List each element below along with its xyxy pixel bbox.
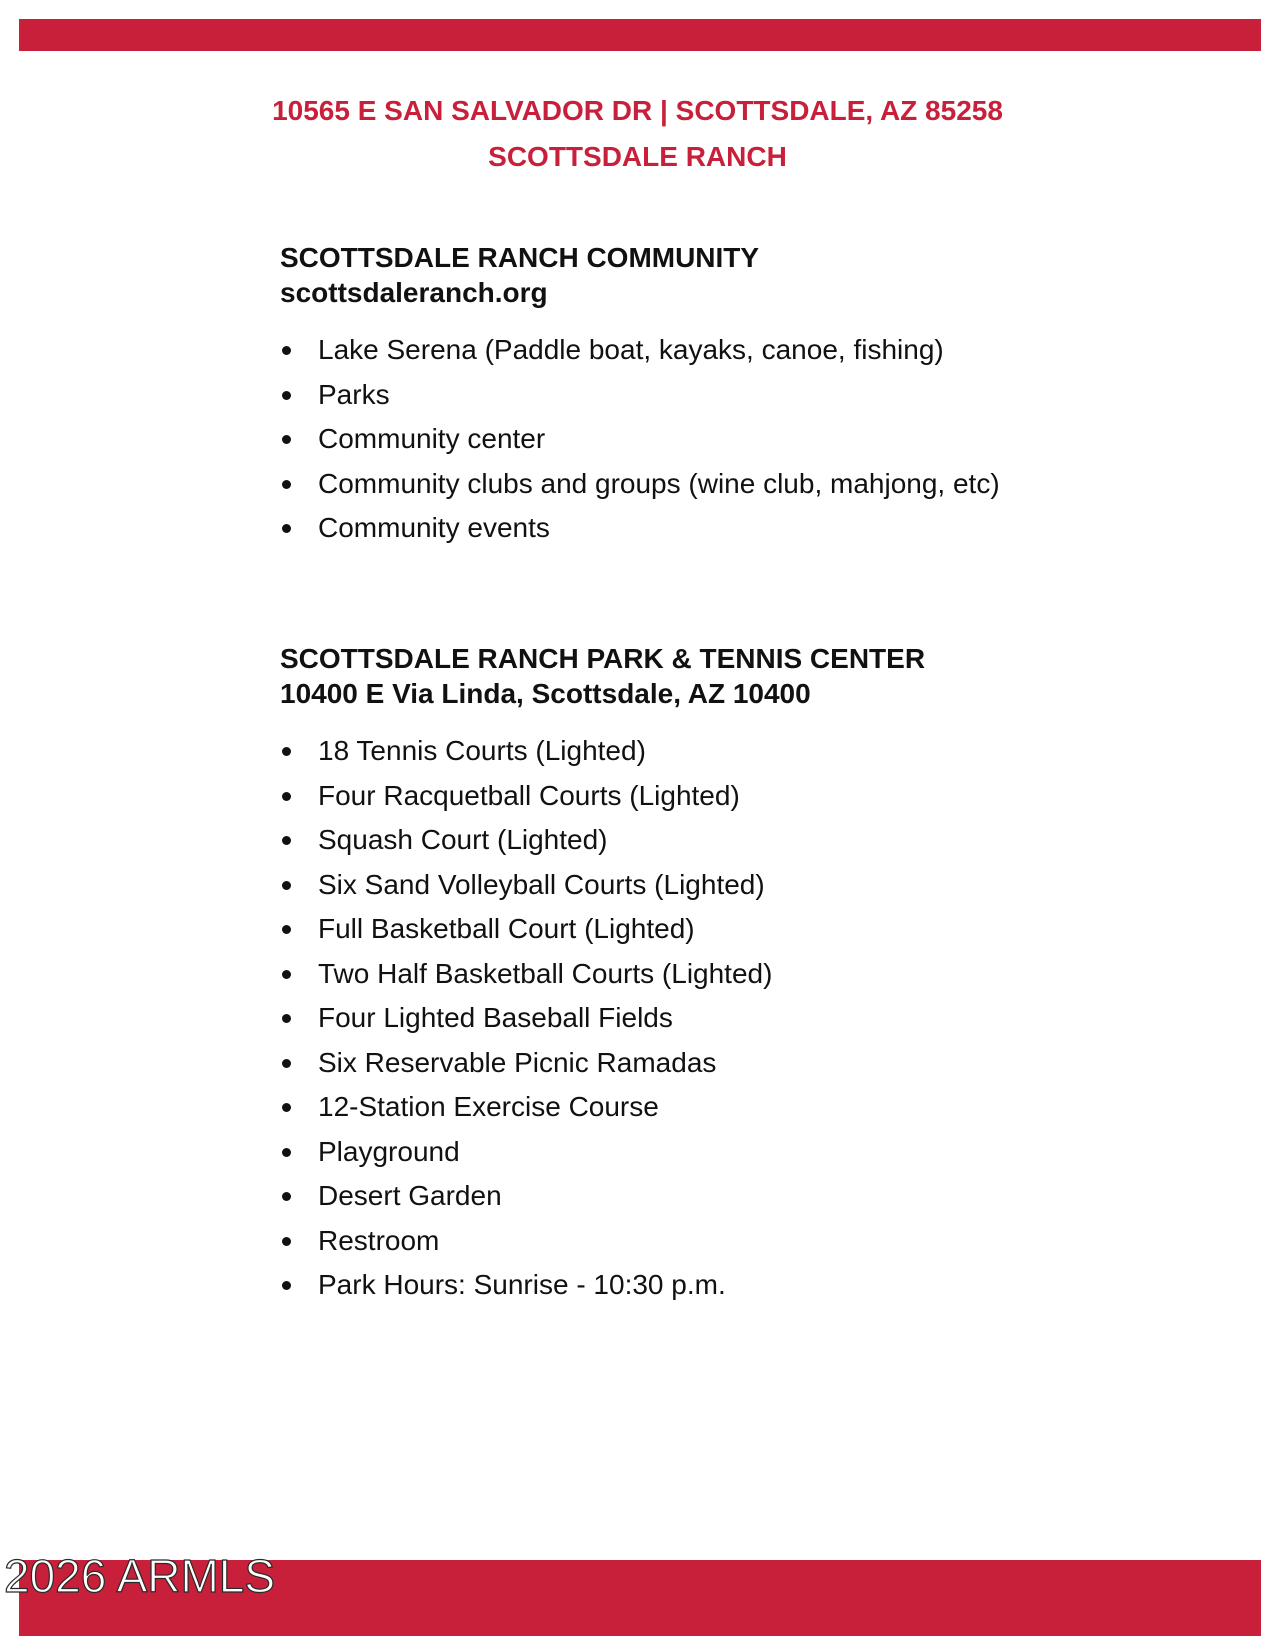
copyright-watermark: 2026 ARMLS [4,1550,276,1602]
list-item-text: Community clubs and groups (wine club, mahjong, etc) [318,467,1000,499]
list-item [280,907,1180,952]
bullet-icon [282,1192,291,1201]
bullet-icon [282,346,291,355]
list-item [280,774,1180,819]
list-item-text: Park Hours: Sunrise - 10:30 p.m. [318,1269,726,1300]
bullet-icon [282,1014,291,1023]
list-item-text: Two Half Basketball Courts (Lighted) [318,957,773,989]
bullet-icon [282,1237,291,1246]
bullet-icon [282,747,291,756]
community-amenities-list [280,328,1180,551]
list-item [280,1130,1180,1175]
list-item-text: Playground [318,1135,460,1167]
list-item [280,373,1180,418]
park-section [280,641,1180,1308]
bullet-icon [282,925,291,934]
list-item-text: 12-Station Exercise Course [318,1091,659,1122]
list-item-text: Community events [318,512,550,543]
property-address: 10565 E SAN SALVADOR DR | SCOTTSDALE, AZ 85258 [272,95,1003,126]
list-item-text: Four Lighted Baseball Fields [318,1002,673,1033]
bullet-icon [282,391,291,400]
list-item-text: Six Sand Volleyball Courts (Lighted) [318,868,765,900]
bullet-icon [282,435,291,444]
list-item-text: Restroom [318,1224,440,1256]
list-item [280,1263,1180,1308]
bullet-icon [282,480,291,489]
top-accent-bar [19,19,1261,51]
list-item-text: Full Basketball Court (Lighted) [318,913,695,944]
park-title: SCOTTSDALE RANCH PARK & TENNIS CENTER [280,643,926,674]
list-item [280,863,1180,908]
list-item-text: Lake Serena (Paddle boat, kayaks, canoe, fishing) [318,334,944,365]
bullet-icon [282,524,291,533]
park-amenities-list [280,729,1180,1308]
bullet-icon [282,1148,291,1157]
page-header [0,88,1275,180]
list-item [280,1085,1180,1130]
subdivision-name: SCOTTSDALE RANCH [488,141,787,172]
bullet-icon [282,1103,291,1112]
list-item-text: Six Reservable Picnic Ramadas [318,1046,717,1078]
bullet-icon [282,836,291,845]
community-title: SCOTTSDALE RANCH COMMUNITY [280,242,760,273]
list-item [280,506,1180,551]
community-website: scottsdaleranch.org [280,277,548,308]
list-item [280,1219,1180,1264]
list-item [280,996,1180,1041]
bullet-icon [282,881,291,890]
list-item [280,1174,1180,1219]
list-item-text: Desert Garden [318,1180,502,1211]
community-section [280,240,1180,551]
list-item [280,417,1180,462]
list-item-text: Squash Court (Lighted) [318,824,608,855]
list-item-text: Parks [318,378,390,410]
list-item [280,818,1180,863]
list-item [280,952,1180,997]
bullet-icon [282,1059,291,1068]
bullet-icon [282,792,291,801]
bullet-icon [282,970,291,979]
list-item [280,462,1180,507]
list-item-text: Community center [318,423,546,454]
bullet-icon [282,1281,291,1290]
list-item [280,328,1180,373]
list-item-text: 18 Tennis Courts (Lighted) [318,735,646,766]
list-item [280,1041,1180,1086]
list-item [280,729,1180,774]
list-item-text: Four Racquetball Courts (Lighted) [318,779,740,811]
park-address: 10400 E Via Linda, Scottsdale, AZ 10400 [280,678,811,709]
